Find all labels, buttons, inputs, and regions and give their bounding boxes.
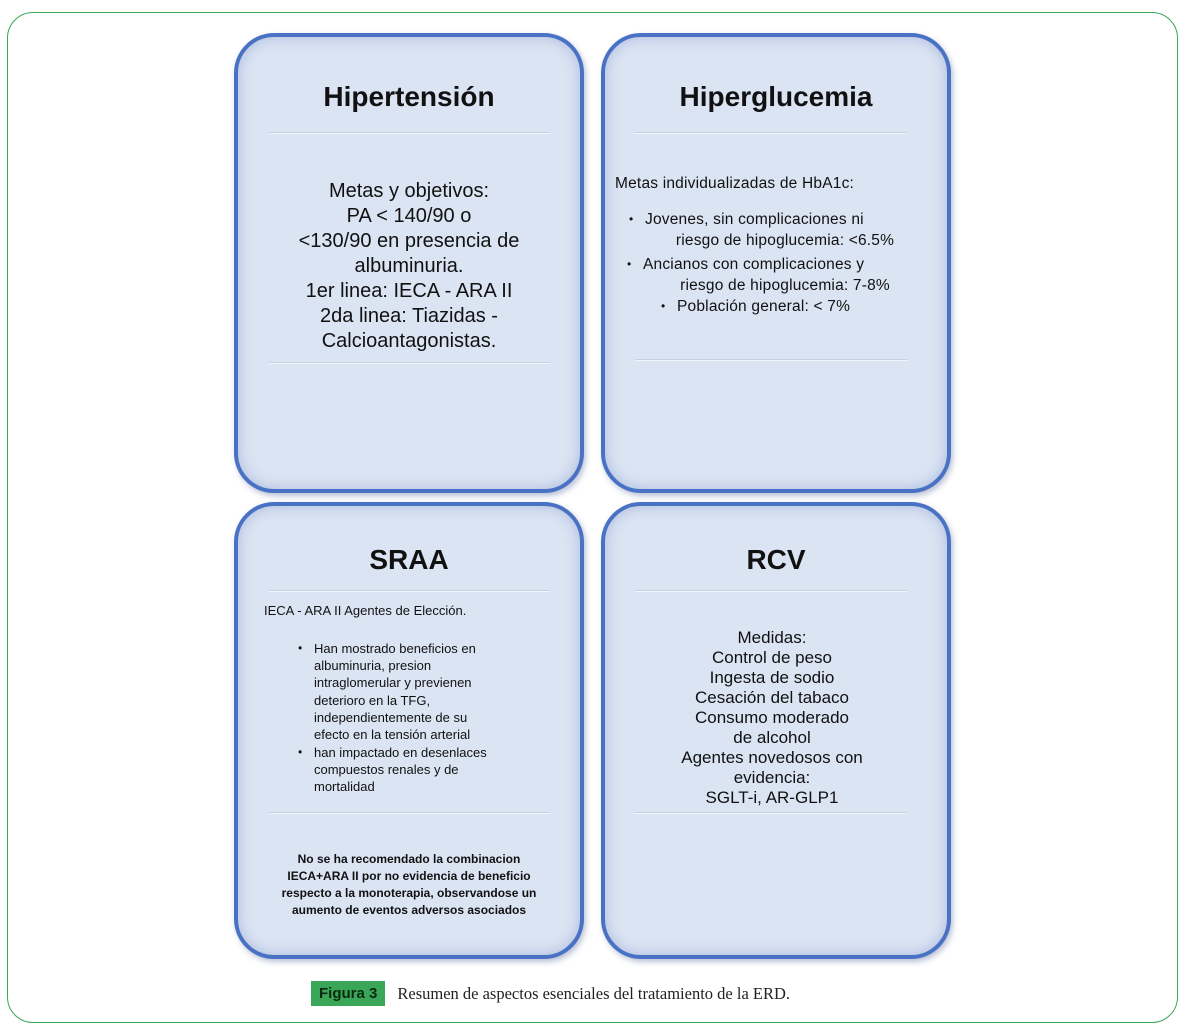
hipertension-card: [234, 33, 584, 493]
hiperglucemia-card: [601, 33, 951, 493]
text-line: SGLT-i, AR-GLP1: [705, 788, 839, 807]
rcv-title: RCV: [746, 544, 806, 575]
list-line: riesgo de hipoglucemia: 7-8%: [680, 277, 890, 294]
text-line: Metas y objetivos:: [328, 180, 490, 202]
list-text: [314, 640, 476, 743]
note-line: IECA+ARA II por no evidencia de beneficio: [287, 869, 531, 883]
list-line: compuestos renales y de: [314, 762, 459, 778]
text-line: Cesación del tabaco: [694, 688, 850, 707]
note-line: No se ha recomendado la combinacion: [297, 852, 521, 866]
text-line: Calcioantagonistas.: [321, 330, 497, 352]
hipertension-body: [238, 179, 580, 354]
list-item: [605, 209, 947, 251]
list-item: [238, 744, 580, 798]
list-item: [605, 296, 947, 318]
list-line: independientemente de su: [314, 709, 468, 725]
text-line: 2da linea: Tiazidas -: [320, 305, 498, 327]
divider: [268, 362, 550, 364]
sraa-title: SRAA: [369, 544, 449, 575]
text-line: evidencia:: [733, 768, 811, 787]
rcv-body: [605, 628, 947, 808]
text-line: <130/90 en presencia de: [298, 230, 520, 252]
divider: [635, 590, 907, 592]
text-line: PA < 140/90 o: [346, 205, 472, 227]
list-line: Ancianos con complicaciones y: [643, 256, 865, 273]
list-line: mortalidad: [314, 779, 375, 795]
hiperglucemia-intro: Metas individualizadas de HbA1c:: [615, 175, 855, 192]
list-line: Población general: < 7%: [677, 298, 851, 315]
list-line: Han mostrado beneficios en: [314, 641, 476, 656]
bullet-icon: •: [627, 257, 632, 271]
list-line: han impactado en desenlaces: [314, 745, 487, 760]
rcv-card: [601, 502, 951, 959]
sraa-card: [234, 502, 584, 959]
text-line: de alcohol: [733, 728, 811, 747]
hiperglucemia-title: Hiperglucemia: [679, 81, 873, 112]
text-line: Consumo moderado: [694, 708, 850, 727]
text-line: Control de peso: [711, 648, 833, 667]
caption-text: Resumen de aspectos esenciales del tratamiento de la ERD.: [397, 983, 791, 1003]
list-text: [314, 744, 487, 796]
text-line: Agentes novedosos con: [681, 748, 863, 767]
divider: [635, 812, 907, 814]
figure-caption: [311, 981, 790, 1006]
list-line: Jovenes, sin complicaciones ni: [645, 211, 864, 228]
hiperglucemia-list: [605, 209, 947, 318]
bullet-icon: •: [298, 745, 303, 759]
figure-frame: [7, 12, 1178, 1023]
list-item: [605, 254, 947, 296]
sraa-note: [238, 851, 580, 919]
divider: [268, 132, 550, 134]
sraa-list: [238, 640, 580, 798]
hipertension-title: Hipertensión: [323, 81, 495, 112]
list-line: albuminuria, presion: [314, 658, 432, 674]
text-line: albuminuria.: [354, 255, 464, 277]
bullet-icon: •: [661, 299, 666, 313]
bullet-icon: •: [629, 212, 634, 226]
sraa-intro: IECA - ARA II Agentes de Elección.: [264, 603, 467, 618]
text-line: Ingesta de sodio: [709, 668, 835, 687]
figure-label-badge: Figura 3: [311, 981, 385, 1006]
text-line: Medidas:: [737, 628, 807, 647]
divider: [268, 590, 550, 592]
note-line: aumento de eventos adversos asociados: [291, 903, 527, 917]
list-line: deterioro en la TFG,: [314, 692, 431, 708]
bullet-icon: •: [298, 641, 303, 655]
divider: [268, 812, 550, 814]
note-line: respecto a la monoterapia, observandose un: [281, 886, 537, 900]
list-line: efecto en la tensión arterial: [314, 727, 471, 743]
list-line: intraglomerular y previenen: [314, 675, 472, 691]
list-item: [238, 640, 580, 744]
divider: [635, 359, 907, 361]
divider: [635, 132, 907, 134]
text-line: 1er linea: IECA - ARA II: [305, 280, 513, 302]
list-line: riesgo de hipoglucemia: <6.5%: [675, 232, 895, 249]
